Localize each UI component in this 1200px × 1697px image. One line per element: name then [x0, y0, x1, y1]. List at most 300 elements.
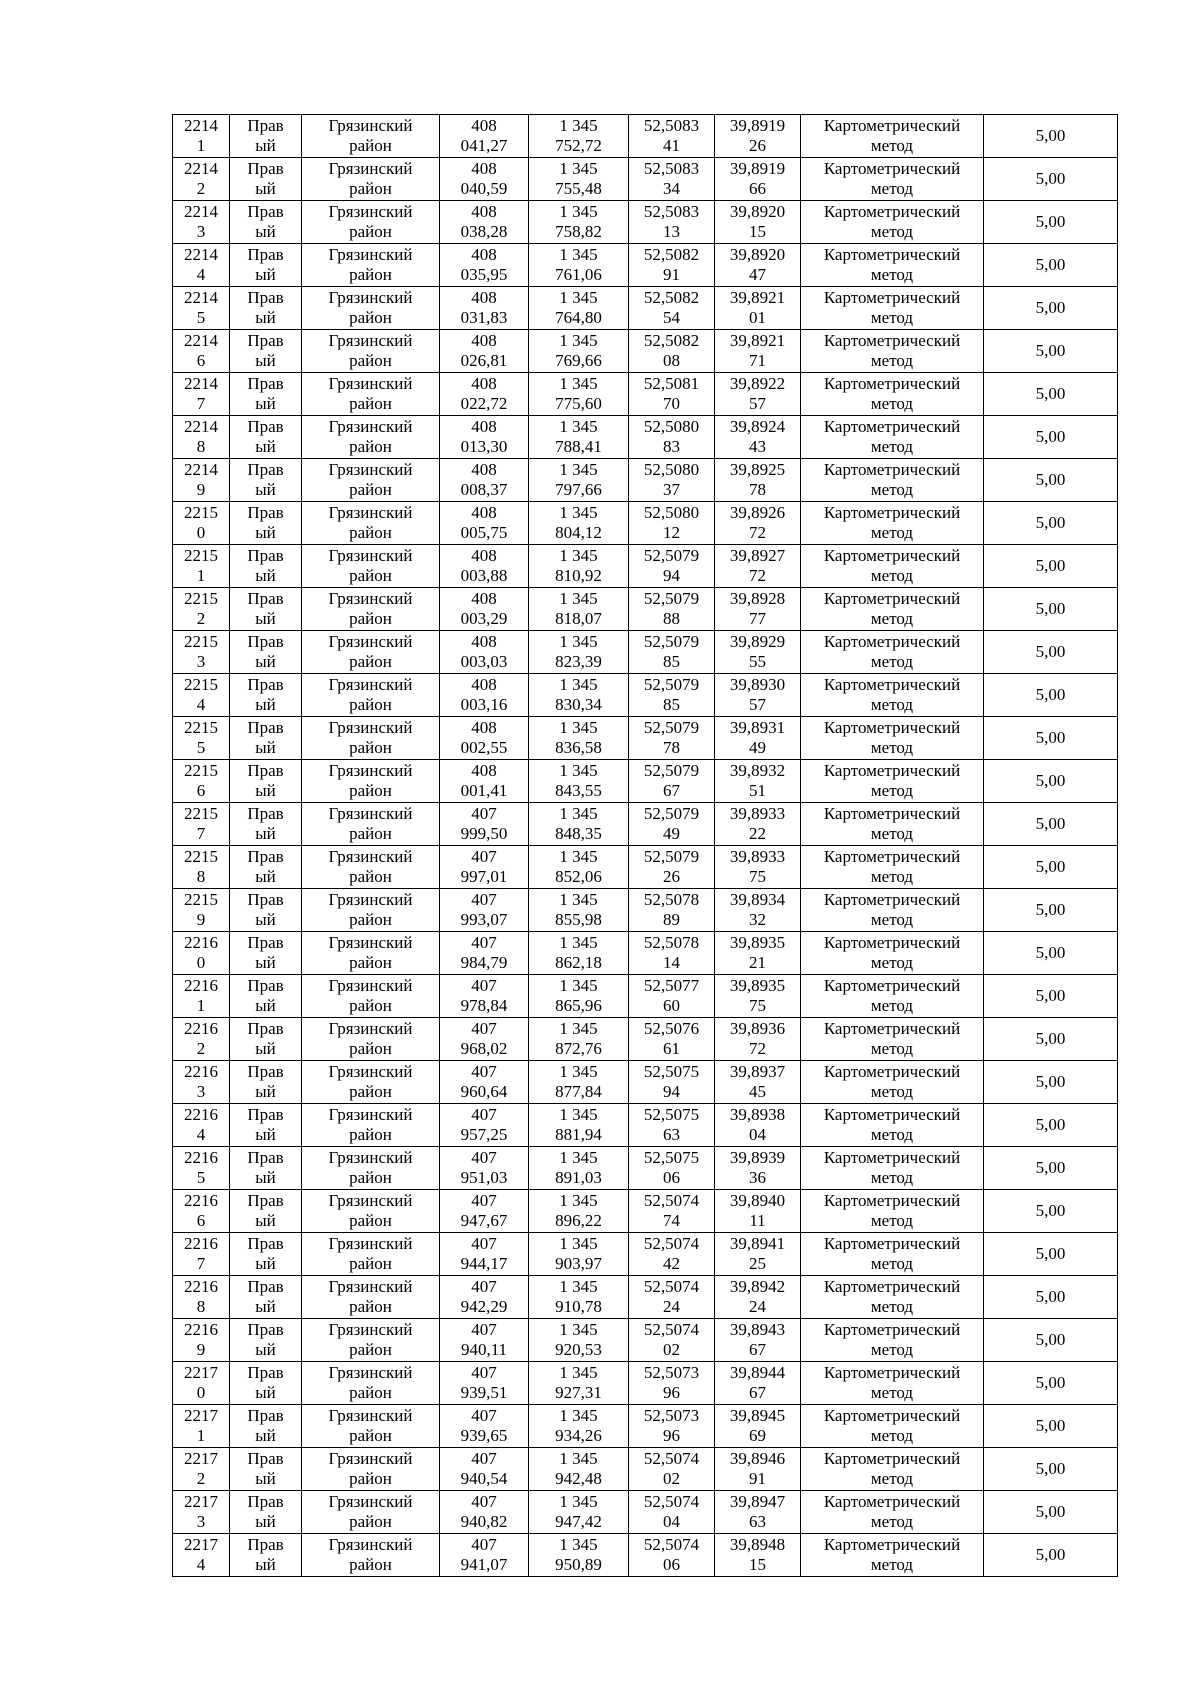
y-coordinate-cell-line: 818,07	[555, 609, 602, 628]
district-cell-line: район	[349, 136, 392, 155]
side-cell-line: Прав	[247, 1105, 284, 1124]
latitude-cell-line: 52,5079	[643, 632, 700, 651]
latitude-cell-line: 88	[663, 609, 680, 628]
y-coordinate-cell	[529, 1491, 629, 1534]
method-cell-line: метод	[870, 394, 914, 413]
latitude-cell	[629, 1448, 715, 1491]
side-cell	[230, 201, 302, 244]
longitude-cell-line: 39,8931	[729, 718, 786, 737]
district-cell	[302, 287, 440, 330]
x-coordinate-cell	[440, 545, 529, 588]
latitude-cell-line: 85	[663, 652, 680, 671]
x-coordinate-cell-line: 001,41	[460, 781, 508, 800]
point-number-cell-line: 9	[196, 910, 206, 929]
x-coordinate-cell-line: 408	[471, 546, 497, 565]
accuracy-cell: 5,00	[984, 158, 1118, 201]
method-cell-line: метод	[870, 1254, 914, 1273]
latitude-cell-line: 08	[663, 351, 680, 370]
point-number-cell	[173, 631, 230, 674]
y-coordinate-cell-line: 1 345	[559, 1406, 598, 1425]
method-cell-line: Картометрический	[823, 1406, 961, 1425]
latitude-cell-line: 52,5079	[643, 675, 700, 694]
table-row	[173, 889, 1118, 932]
latitude-cell-line: 52,5079	[643, 847, 700, 866]
x-coordinate-cell-line: 003,03	[460, 652, 508, 671]
longitude-cell	[715, 975, 801, 1018]
x-coordinate-cell	[440, 1362, 529, 1405]
longitude-cell	[715, 1147, 801, 1190]
district-cell-line: район	[349, 867, 392, 886]
district-cell-line: Грязинский	[328, 159, 413, 178]
method-cell-line: метод	[870, 1039, 914, 1058]
accuracy-cell: 5,00	[984, 588, 1118, 631]
latitude-cell-line: 70	[663, 394, 680, 413]
x-coordinate-cell	[440, 803, 529, 846]
latitude-cell-line: 12	[663, 523, 680, 542]
longitude-cell	[715, 803, 801, 846]
y-coordinate-cell	[529, 588, 629, 631]
side-cell	[230, 717, 302, 760]
district-cell-line: Грязинский	[328, 1148, 413, 1167]
table-row	[173, 416, 1118, 459]
district-cell	[302, 545, 440, 588]
latitude-cell-line: 52,5074	[643, 1320, 700, 1339]
point-number-cell-line: 9	[196, 1340, 206, 1359]
latitude-cell	[629, 760, 715, 803]
x-coordinate-cell	[440, 674, 529, 717]
district-cell-line: Грязинский	[328, 1105, 413, 1124]
table-row	[173, 1448, 1118, 1491]
y-coordinate-cell-line: 942,48	[555, 1469, 602, 1488]
method-cell	[801, 975, 984, 1018]
district-cell-line: Грязинский	[328, 1320, 413, 1339]
district-cell	[302, 1448, 440, 1491]
point-number-cell-line: 2215	[184, 847, 218, 866]
x-coordinate-cell-line: 941,07	[460, 1555, 508, 1574]
y-coordinate-cell-line: 761,06	[555, 265, 602, 284]
longitude-cell-line: 39,8945	[729, 1406, 786, 1425]
longitude-cell	[715, 416, 801, 459]
method-cell	[801, 1448, 984, 1491]
district-cell	[302, 1319, 440, 1362]
side-cell-line: ый	[255, 1512, 276, 1531]
longitude-cell-line: 39,8947	[729, 1492, 786, 1511]
x-coordinate-cell-line: 408	[471, 159, 497, 178]
district-cell	[302, 846, 440, 889]
district-cell-line: район	[349, 824, 392, 843]
latitude-cell-line: 24	[663, 1297, 680, 1316]
district-cell	[302, 373, 440, 416]
y-coordinate-cell-line: 830,34	[555, 695, 602, 714]
point-number-cell-line: 8	[196, 867, 206, 886]
latitude-cell-line: 02	[663, 1340, 680, 1359]
side-cell-line: ый	[255, 351, 276, 370]
longitude-cell-line: 32	[749, 910, 766, 929]
point-number-cell-line: 2217	[184, 1449, 218, 1468]
side-cell	[230, 459, 302, 502]
accuracy-cell: 5,00	[984, 201, 1118, 244]
point-number-cell-line: 2	[196, 179, 206, 198]
longitude-cell-line: 39,8930	[729, 675, 786, 694]
method-cell	[801, 459, 984, 502]
latitude-cell-line: 49	[663, 824, 680, 843]
method-cell-line: Картометрический	[823, 1535, 961, 1554]
side-cell-line: ый	[255, 695, 276, 714]
method-cell-line: Картометрический	[823, 202, 961, 221]
x-coordinate-cell-line: 013,30	[460, 437, 508, 456]
latitude-cell-line: 52,5076	[643, 1019, 700, 1038]
side-cell-line: ый	[255, 308, 276, 327]
longitude-cell	[715, 502, 801, 545]
district-cell	[302, 803, 440, 846]
district-cell-line: Грязинский	[328, 245, 413, 264]
longitude-cell-line: 26	[749, 136, 766, 155]
latitude-cell-line: 52,5074	[643, 1492, 700, 1511]
accuracy-cell: 5,00	[984, 1534, 1118, 1577]
latitude-cell-line: 52,5081	[643, 374, 700, 393]
y-coordinate-cell-line: 1 345	[559, 1277, 598, 1296]
x-coordinate-cell-line: 407	[471, 1105, 497, 1124]
side-cell	[230, 1018, 302, 1061]
x-coordinate-cell	[440, 373, 529, 416]
y-coordinate-cell-line: 1 345	[559, 1449, 598, 1468]
table-row	[173, 674, 1118, 717]
accuracy-cell: 5,00	[984, 1448, 1118, 1491]
method-cell	[801, 158, 984, 201]
y-coordinate-cell-line: 1 345	[559, 460, 598, 479]
longitude-cell	[715, 330, 801, 373]
latitude-cell-line: 52,5082	[643, 288, 700, 307]
table-row	[173, 545, 1118, 588]
method-cell	[801, 803, 984, 846]
x-coordinate-cell-line: 408	[471, 589, 497, 608]
latitude-cell-line: 85	[663, 695, 680, 714]
method-cell-line: Картометрический	[823, 718, 961, 737]
district-cell-line: Грязинский	[328, 1191, 413, 1210]
side-cell-line: Прав	[247, 1535, 284, 1554]
point-number-cell	[173, 889, 230, 932]
x-coordinate-cell-line: 407	[471, 1148, 497, 1167]
y-coordinate-cell-line: 1 345	[559, 245, 598, 264]
point-number-cell-line: 2216	[184, 1019, 218, 1038]
latitude-cell-line: 52,5074	[643, 1449, 700, 1468]
district-cell-line: район	[349, 738, 392, 757]
latitude-cell-line: 04	[663, 1512, 680, 1531]
method-cell-line: Картометрический	[823, 417, 961, 436]
method-cell-line: метод	[870, 1297, 914, 1316]
accuracy-cell: 5,00	[984, 1276, 1118, 1319]
district-cell	[302, 1018, 440, 1061]
accuracy-cell: 5,00	[984, 717, 1118, 760]
point-number-cell	[173, 545, 230, 588]
side-cell-line: Прав	[247, 546, 284, 565]
table-row	[173, 1362, 1118, 1405]
side-cell-line: ый	[255, 437, 276, 456]
longitude-cell	[715, 115, 801, 158]
y-coordinate-cell-line: 1 345	[559, 1234, 598, 1253]
district-cell-line: Грязинский	[328, 546, 413, 565]
district-cell-line: Грязинский	[328, 761, 413, 780]
point-number-cell	[173, 1104, 230, 1147]
point-number-cell-line: 2	[196, 1039, 206, 1058]
point-number-cell	[173, 1190, 230, 1233]
district-cell-line: район	[349, 1555, 392, 1574]
longitude-cell-line: 45	[749, 1082, 766, 1101]
method-cell-line: метод	[870, 1512, 914, 1531]
side-cell-line: ый	[255, 566, 276, 585]
longitude-cell-line: 43	[749, 437, 766, 456]
x-coordinate-cell-line: 940,82	[460, 1512, 508, 1531]
latitude-cell-line: 52,5074	[643, 1191, 700, 1210]
method-cell-line: Картометрический	[823, 1234, 961, 1253]
side-cell	[230, 1491, 302, 1534]
method-cell-line: метод	[870, 566, 914, 585]
point-number-cell	[173, 330, 230, 373]
latitude-cell	[629, 502, 715, 545]
longitude-cell	[715, 201, 801, 244]
longitude-cell-line: 67	[749, 1383, 766, 1402]
latitude-cell-line: 89	[663, 910, 680, 929]
x-coordinate-cell-line: 038,28	[460, 222, 508, 241]
table-row	[173, 1319, 1118, 1362]
district-cell	[302, 760, 440, 803]
longitude-cell-line: 72	[749, 566, 766, 585]
district-cell-line: район	[349, 1168, 392, 1187]
latitude-cell	[629, 846, 715, 889]
x-coordinate-cell-line: 035,95	[460, 265, 508, 284]
district-cell-line: район	[349, 1426, 392, 1445]
y-coordinate-cell-line: 920,53	[555, 1340, 602, 1359]
accuracy-cell: 5,00	[984, 674, 1118, 717]
x-coordinate-cell-line: 940,54	[460, 1469, 508, 1488]
longitude-cell-line: 63	[749, 1512, 766, 1531]
side-cell-line: Прав	[247, 460, 284, 479]
district-cell	[302, 1491, 440, 1534]
method-cell-line: Картометрический	[823, 761, 961, 780]
side-cell-line: Прав	[247, 1062, 284, 1081]
latitude-cell	[629, 1190, 715, 1233]
latitude-cell-line: 06	[663, 1168, 680, 1187]
point-number-cell-line: 2215	[184, 632, 218, 651]
method-cell-line: Картометрический	[823, 331, 961, 350]
point-number-cell-line: 2217	[184, 1492, 218, 1511]
district-cell	[302, 416, 440, 459]
longitude-cell-line: 39,8920	[729, 245, 786, 264]
side-cell-line: ый	[255, 824, 276, 843]
y-coordinate-cell-line: 1 345	[559, 417, 598, 436]
point-number-cell-line: 2216	[184, 1148, 218, 1167]
method-cell-line: Картометрический	[823, 1277, 961, 1296]
method-cell-line: метод	[870, 437, 914, 456]
longitude-cell-line: 39,8919	[729, 116, 786, 135]
table-row	[173, 373, 1118, 416]
longitude-cell	[715, 1362, 801, 1405]
latitude-cell-line: 52,5073	[643, 1363, 700, 1382]
method-cell-line: метод	[870, 609, 914, 628]
point-number-cell-line: 2214	[184, 116, 218, 135]
x-coordinate-cell-line: 993,07	[460, 910, 508, 929]
latitude-cell-line: 61	[663, 1039, 680, 1058]
point-number-cell-line: 2215	[184, 890, 218, 909]
district-cell-line: район	[349, 179, 392, 198]
longitude-cell-line: 39,8934	[729, 890, 786, 909]
point-number-cell	[173, 201, 230, 244]
y-coordinate-cell-line: 836,58	[555, 738, 602, 757]
side-cell-line: ый	[255, 1383, 276, 1402]
side-cell	[230, 588, 302, 631]
method-cell-line: Картометрический	[823, 933, 961, 952]
point-number-cell-line: 7	[196, 824, 206, 843]
method-cell-line: Картометрический	[823, 1363, 961, 1382]
method-cell-line: Картометрический	[823, 245, 961, 264]
y-coordinate-cell-line: 804,12	[555, 523, 602, 542]
longitude-cell	[715, 1534, 801, 1577]
table-row	[173, 1405, 1118, 1448]
x-coordinate-cell-line: 999,50	[460, 824, 508, 843]
side-cell-line: ый	[255, 781, 276, 800]
longitude-cell-line: 39,8922	[729, 374, 786, 393]
latitude-cell-line: 60	[663, 996, 680, 1015]
y-coordinate-cell-line: 1 345	[559, 374, 598, 393]
side-cell	[230, 1061, 302, 1104]
method-cell-line: Картометрический	[823, 460, 961, 479]
table-row	[173, 1491, 1118, 1534]
point-number-cell	[173, 1448, 230, 1491]
point-number-cell-line: 2215	[184, 761, 218, 780]
y-coordinate-cell-line: 1 345	[559, 1105, 598, 1124]
district-cell-line: район	[349, 953, 392, 972]
side-cell-line: Прав	[247, 1320, 284, 1339]
district-cell-line: Грязинский	[328, 1535, 413, 1554]
longitude-cell-line: 49	[749, 738, 766, 757]
x-coordinate-cell-line: 407	[471, 890, 497, 909]
y-coordinate-cell-line: 764,80	[555, 308, 602, 327]
point-number-cell	[173, 1147, 230, 1190]
method-cell	[801, 674, 984, 717]
method-cell-line: метод	[870, 652, 914, 671]
method-cell	[801, 932, 984, 975]
method-cell	[801, 889, 984, 932]
x-coordinate-cell	[440, 1491, 529, 1534]
longitude-cell	[715, 760, 801, 803]
method-cell-line: метод	[870, 480, 914, 499]
point-number-cell-line: 1	[196, 136, 206, 155]
longitude-cell-line: 71	[749, 351, 766, 370]
y-coordinate-cell-line: 947,42	[555, 1512, 602, 1531]
district-cell	[302, 158, 440, 201]
longitude-cell-line: 39,8933	[729, 847, 786, 866]
x-coordinate-cell-line: 003,29	[460, 609, 508, 628]
latitude-cell-line: 52,5075	[643, 1105, 700, 1124]
side-cell-line: Прав	[247, 159, 284, 178]
district-cell	[302, 1362, 440, 1405]
y-coordinate-cell-line: 1 345	[559, 1363, 598, 1382]
point-number-cell	[173, 1491, 230, 1534]
longitude-cell-line: 15	[749, 1555, 766, 1574]
x-coordinate-cell-line: 031,83	[460, 308, 508, 327]
y-coordinate-cell-line: 1 345	[559, 116, 598, 135]
accuracy-cell: 5,00	[984, 1362, 1118, 1405]
district-cell	[302, 1104, 440, 1147]
table-row	[173, 846, 1118, 889]
point-number-cell-line: 3	[196, 222, 206, 241]
x-coordinate-cell	[440, 889, 529, 932]
side-cell-line: Прав	[247, 1449, 284, 1468]
district-cell	[302, 1061, 440, 1104]
latitude-cell-line: 94	[663, 1082, 680, 1101]
longitude-cell-line: 72	[749, 1039, 766, 1058]
method-cell-line: метод	[870, 1426, 914, 1445]
district-cell-line: район	[349, 1297, 392, 1316]
latitude-cell	[629, 1491, 715, 1534]
district-cell	[302, 674, 440, 717]
district-cell-line: район	[349, 652, 392, 671]
side-cell-line: Прав	[247, 1019, 284, 1038]
point-number-cell-line: 4	[196, 1555, 206, 1574]
accuracy-cell: 5,00	[984, 330, 1118, 373]
point-number-cell	[173, 373, 230, 416]
y-coordinate-cell	[529, 674, 629, 717]
method-cell-line: метод	[870, 1168, 914, 1187]
table-row	[173, 1534, 1118, 1577]
table-row	[173, 115, 1118, 158]
longitude-cell-line: 91	[749, 1469, 766, 1488]
x-coordinate-cell	[440, 588, 529, 631]
accuracy-cell: 5,00	[984, 1104, 1118, 1147]
y-coordinate-cell-line: 1 345	[559, 1191, 598, 1210]
side-cell-line: ый	[255, 480, 276, 499]
method-cell	[801, 545, 984, 588]
method-cell-line: метод	[870, 1340, 914, 1359]
point-number-cell-line: 5	[196, 308, 206, 327]
y-coordinate-cell-line: 891,03	[555, 1168, 602, 1187]
y-coordinate-cell-line: 797,66	[555, 480, 602, 499]
x-coordinate-cell-line: 997,01	[460, 867, 508, 886]
point-number-cell-line: 9	[196, 480, 206, 499]
y-coordinate-cell-line: 788,41	[555, 437, 602, 456]
side-cell-line: Прав	[247, 331, 284, 350]
table-row	[173, 1018, 1118, 1061]
x-coordinate-cell-line: 408	[471, 116, 497, 135]
y-coordinate-cell	[529, 803, 629, 846]
method-cell	[801, 115, 984, 158]
accuracy-cell: 5,00	[984, 1319, 1118, 1362]
y-coordinate-cell	[529, 1147, 629, 1190]
longitude-cell	[715, 932, 801, 975]
side-cell-line: Прав	[247, 374, 284, 393]
y-coordinate-cell-line: 1 345	[559, 675, 598, 694]
side-cell	[230, 502, 302, 545]
latitude-cell	[629, 1534, 715, 1577]
latitude-cell	[629, 1147, 715, 1190]
point-number-cell-line: 2217	[184, 1406, 218, 1425]
district-cell-line: район	[349, 781, 392, 800]
side-cell-line: ый	[255, 953, 276, 972]
x-coordinate-cell	[440, 1104, 529, 1147]
method-cell-line: метод	[870, 136, 914, 155]
district-cell-line: район	[349, 910, 392, 929]
point-number-cell-line: 6	[196, 351, 206, 370]
method-cell-line: Картометрический	[823, 804, 961, 823]
longitude-cell-line: 39,8928	[729, 589, 786, 608]
side-cell-line: ый	[255, 1254, 276, 1273]
table-row	[173, 1061, 1118, 1104]
longitude-cell	[715, 244, 801, 287]
point-number-cell	[173, 1061, 230, 1104]
table-row	[173, 1147, 1118, 1190]
y-coordinate-cell-line: 1 345	[559, 632, 598, 651]
point-number-cell-line: 7	[196, 1254, 206, 1273]
